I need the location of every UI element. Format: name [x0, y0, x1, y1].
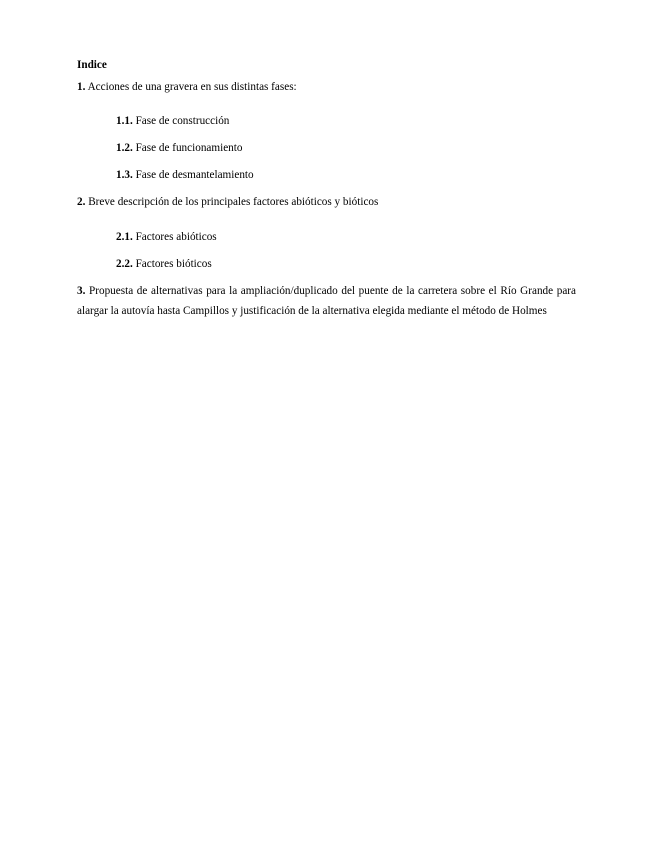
item-text: Fase de construcción	[135, 115, 230, 127]
item-number: 1.	[77, 81, 86, 93]
item-text: Acciones de una gravera en sus distintas fases:	[87, 81, 297, 93]
index-item-1-2	[116, 141, 242, 155]
item-number: 2.2.	[116, 258, 133, 270]
item-text: Factores abióticos	[135, 231, 217, 243]
index-item-2-2	[116, 257, 212, 271]
index-item-2-1	[116, 230, 217, 244]
item-number: 3.	[77, 285, 86, 297]
item-text: Fase de desmantelamiento	[135, 169, 254, 181]
index-title: Indice	[77, 59, 107, 71]
item-number: 1.1.	[116, 115, 133, 127]
item-number: 1.2.	[116, 142, 133, 154]
item-text: Fase de funcionamiento	[135, 142, 243, 154]
index-item-3	[77, 281, 576, 321]
item-number: 2.	[77, 196, 86, 208]
item-number: 1.3.	[116, 169, 133, 181]
index-item-2	[77, 195, 378, 209]
index-item-1-1	[116, 114, 229, 128]
item-text: Factores bióticos	[135, 258, 212, 270]
index-item-1-3	[116, 168, 254, 182]
item-text: Breve descripción de los principales factores abióticos y bióticos	[88, 196, 379, 208]
item-number: 2.1.	[116, 231, 133, 243]
item-text: Propuesta de alternativas para la ampliación/duplicado del puente de la carretera sobre el Río Grande para alargar la autovía hasta Campillos y justificación de la alternativa elegida mediante el método de Holmes	[77, 285, 576, 317]
index-item-1	[77, 80, 297, 94]
